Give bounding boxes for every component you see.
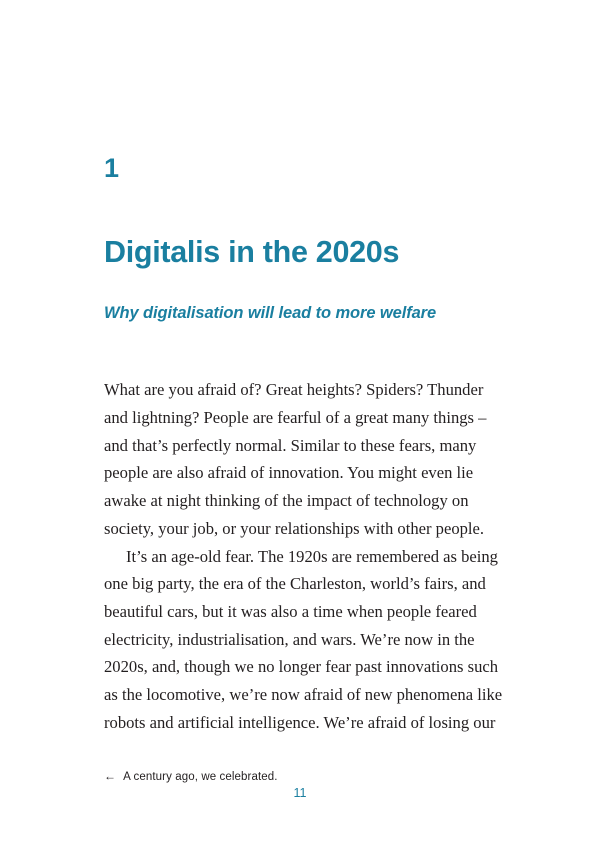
chapter-title: Digitalis in the 2020s — [104, 235, 400, 269]
body-paragraph-1: What are you afraid of? Great heights? Spiders? Thunder and lightning? People are fearful of a great many things – and that’s perfectly normal. Similar to these fears, many people are also afraid of innovation. You might even lie awake at night thinking of the impact of technology on society, your job, or your relationships with other people. — [104, 380, 487, 538]
left-arrow-icon: ← — [104, 769, 117, 784]
chapter-number: 1 — [104, 153, 120, 183]
page-content — [104, 0, 504, 783]
figure-caption-text: A century ago, we celebrated. — [123, 771, 278, 784]
page-number: 11 — [293, 786, 307, 800]
body-paragraph-2: It’s an age-old fear. The 1920s are remembered as being one big party, the era of the Charleston, world’s fairs, and beautiful cars, but it was also a time when people feared electricity, industrialisation, and wars. We’re now in the 2020s, and, though we no longer fear past innovations such as the locomotive, we’re now afraid of new phenomena like robots and artificial intelligence. We’re afraid of losing our — [104, 546, 503, 732]
chapter-subtitle: Why digitalisation will lead to more welfare — [104, 303, 437, 322]
body-text — [104, 376, 504, 736]
figure-caption — [104, 769, 504, 783]
